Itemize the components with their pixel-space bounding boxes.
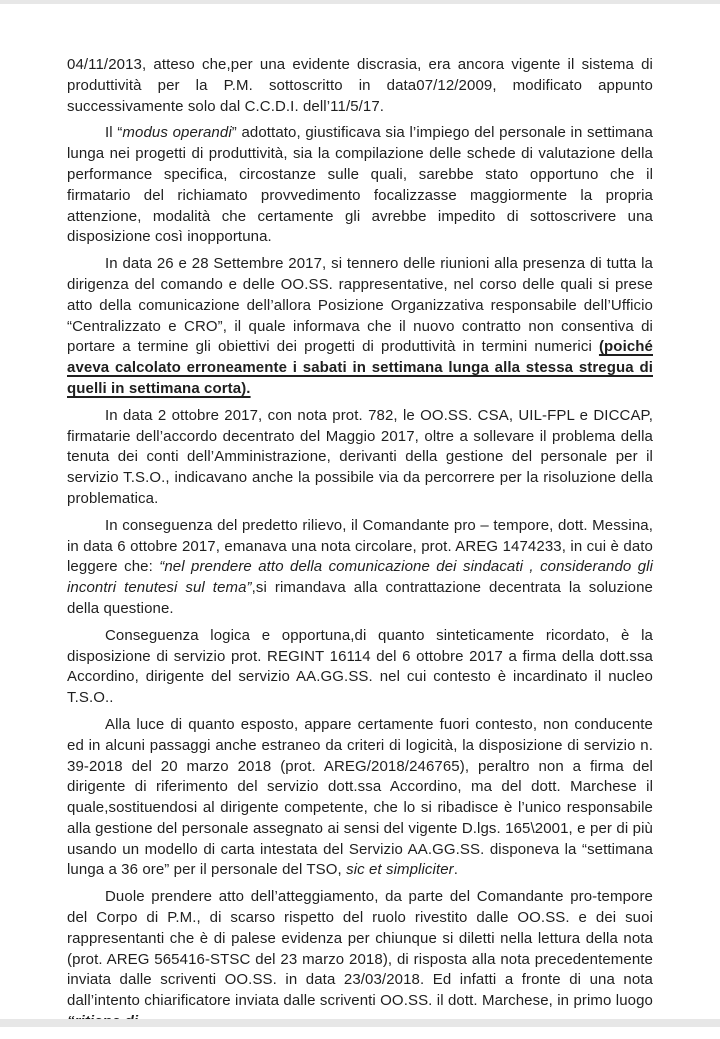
text-run: Duole prendere atto dell’atteggiamento, da parte del Comandante pro-tempore del Corpo di P.M., di scarso rispetto del ruolo rivestito dalle OO.SS. e dei suoi rappresentanti che è di palese evidenza per chiunque si diletti nella lettura della nota (prot. AREG 565416-STSC del 23 marzo 2018), di risposta alla nota precedentemente inviata dalle scriventi OO.SS. in data 23/03/2018. Ed infatti a fronte di una nota dall’intento chiarificatore inviata dalle scriventi OO.SS. il dott. Marchese, in primo luogo [67, 888, 653, 1010]
text-run: (poiché aveva calcolato erroneamente i sabati in settimana lunga alla stessa stregua di quelli in settimana corta). [67, 338, 653, 397]
text-run: modus operandi [122, 124, 232, 142]
text-run: In data 2 ottobre 2017, con nota prot. 782, le OO.SS. CSA, UIL-FPL e DICCAP, firmatarie dell’accordo decentrato del Maggio 2017, oltre a sollevare il problema della tenuta dei conti dell’Amministrazione, derivanti della gestione del personale per il servizio T.S.O., indicavano anche la possibile via da percorrere per la risoluzione della problematica. [67, 406, 653, 507]
paragraph [67, 516, 653, 620]
page-gap-bottom [0, 1019, 720, 1027]
text-run: Alla luce di quanto esposto, appare certamente fuori contesto, non conducente ed in alcuni passaggi anche estraneo da criteri di logicità, la disposizione di servizio n. 39-2018 del 20 marzo 2018 (prot. AREG/2018/246765), peraltro non a firma del dirigente di riferimento del servizio dott.ssa Accordino, ma del dott. Marchese il quale,sostituendosi al dirigente competente, che lo si ribadisce è l’unico responsabile alla gestione del personale assegnato ai sensi del vigente D.lgs. 165\2001, e per di più usando un modello di carta intestata del Servizio AA.GG.SS. disponeva la “settimana lunga a 36 ore” per il personale del TSO, [67, 715, 653, 879]
text-run: sic et simpliciter [346, 861, 454, 879]
text-run: . [453, 861, 459, 879]
document-body [67, 55, 653, 1039]
text-run: In data 26 e 28 Settembre 2017, si tennero delle riunioni alla presenza di tutta la dirigenza del comando e delle OO.SS. rappresentative, nel corso delle quali si prese atto della comunicazione dell’allora Posizione Organizzativa responsabile dell’Ufficio “Centralizzato e CRO”, il quale informava che il nuovo contratto non consentiva di portare a termine gli obiettivi dei progetti di produttività in termini numerici [67, 255, 653, 356]
paragraph [67, 406, 653, 510]
paragraph [67, 715, 653, 881]
paragraph [67, 55, 653, 117]
page-gap-top [0, 0, 720, 4]
text-run: In conseguenza del predetto rilievo, il Comandante pro – tempore, dott. Messina, in data 6 ottobre 2017, emanava una nota circolare, prot. AREG 1474233, in cui è dato leggere che: [67, 516, 653, 576]
paragraph [67, 123, 653, 248]
text-run: “nel prendere atto della comunicazione dei sindacati , considerando gli incontri tenutesi sul tema” [67, 558, 654, 597]
text-run: Conseguenza logica e opportuna,di quanto sinteticamente ricordato, è la disposizione di servizio prot. REGINT 16114 del 6 ottobre 2017 a firma della dott.ssa Accordino, dirigente del servizio AA.GG.SS. nel cui contesto è incardinato il nucleo T.S.O.. [67, 626, 653, 707]
text-run: ,si rimandava alla contrattazione decentrata la soluzione della questione. [67, 579, 653, 617]
paragraph [67, 626, 653, 709]
paragraph [67, 887, 653, 1033]
text-run: Il “ [105, 124, 123, 142]
text-run: ” adottato, giustificava sia l’impiego del personale in settimana lunga nei progetti di produttività, sia la compilazione delle schede di valutazione della performance specifica, circostanze sulle quali, sarebbe stato opportuno che il firmatario del richiamato provvedimento focalizzasse maggiormente la propria attenzione, modalità che certamente gli avrebbe impedito di sottoscrivere una disposizione così inopportuna. [67, 124, 653, 246]
text-run: 04/11/2013, atteso che,per una evidente discrasia, era ancora vigente il sistema di produttività per la P.M. sottoscritto in data07/12/2009, modificato appunto successivamente solo dal C.C.D.I. dell’11/5/17. [67, 56, 653, 115]
paragraph [67, 254, 653, 400]
